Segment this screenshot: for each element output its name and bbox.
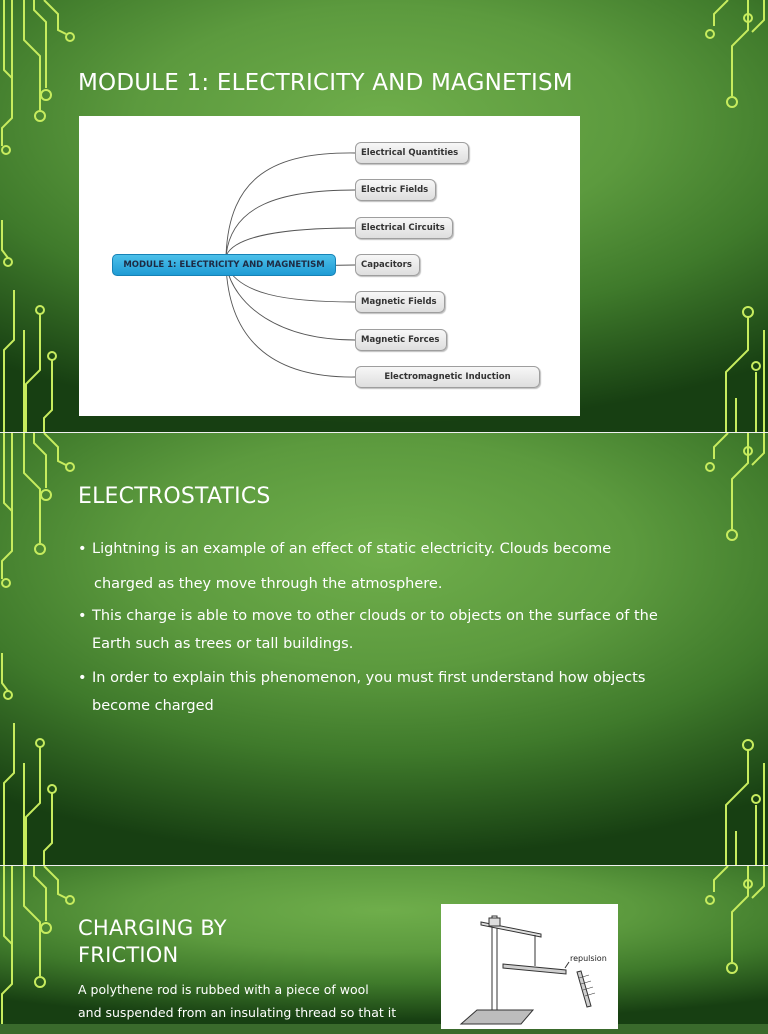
slide-body-text <box>78 978 418 1024</box>
bullet-text-line: • In order to explain this phenomenon, you must first understand how objects <box>92 670 646 686</box>
slide-title: CHARGING BY FRICTION <box>78 916 227 967</box>
bullet-item <box>78 602 698 658</box>
repulsion-experiment-figure <box>441 904 618 1029</box>
circuit-decoration-left <box>0 433 80 865</box>
mind-map-central-node: MODULE 1: ELECTRICITY AND MAGNETISM <box>112 254 336 276</box>
circuit-decoration-left <box>0 0 80 432</box>
circuit-decoration-left <box>0 866 80 1024</box>
branch-capacitors: Capacitors <box>355 254 420 276</box>
circuit-decoration-right <box>688 0 768 432</box>
circuit-decoration-right <box>688 866 768 1024</box>
slide-module-overview <box>0 0 768 432</box>
mind-map-diagram <box>79 116 580 416</box>
repulsion-label: repulsion <box>570 954 607 963</box>
bullet-text-line: • This charge is able to move to other clouds or to objects on the surface of the <box>92 608 658 624</box>
bullet-item <box>78 664 698 720</box>
body-text-line: A polythene rod is rubbed with a piece of wool <box>78 982 369 997</box>
branch-magnetic-fields: Magnetic Fields <box>355 291 445 313</box>
circuit-decoration-right <box>688 433 768 865</box>
bullet-text-line: • Lightning is an example of an effect of static electricity. Clouds become <box>92 541 612 557</box>
branch-electrical-quantities: Electrical Quantities <box>355 142 469 164</box>
branch-electrical-circuits: Electrical Circuits <box>355 217 453 239</box>
retort-stand-drawing <box>441 904 618 1029</box>
branch-electric-fields: Electric Fields <box>355 179 436 201</box>
slide-title: MODULE 1: ELECTRICITY AND MAGNETISM <box>78 70 573 96</box>
body-text-line: and suspended from an insulating thread so that it <box>78 1005 397 1020</box>
bullet-list <box>78 532 698 720</box>
slide-title: ELECTROSTATICS <box>78 484 271 509</box>
branch-magnetic-forces: Magnetic Forces <box>355 329 447 351</box>
bullet-text-line: Earth such as trees or tall buildings. <box>92 636 354 652</box>
bullet-text-line: charged as they move through the atmosphere. <box>94 576 443 592</box>
bullet-item <box>78 532 698 602</box>
branch-electromagnetic-induction: Electromagnetic Induction <box>355 366 540 388</box>
bullet-text-line: become charged <box>92 698 214 714</box>
